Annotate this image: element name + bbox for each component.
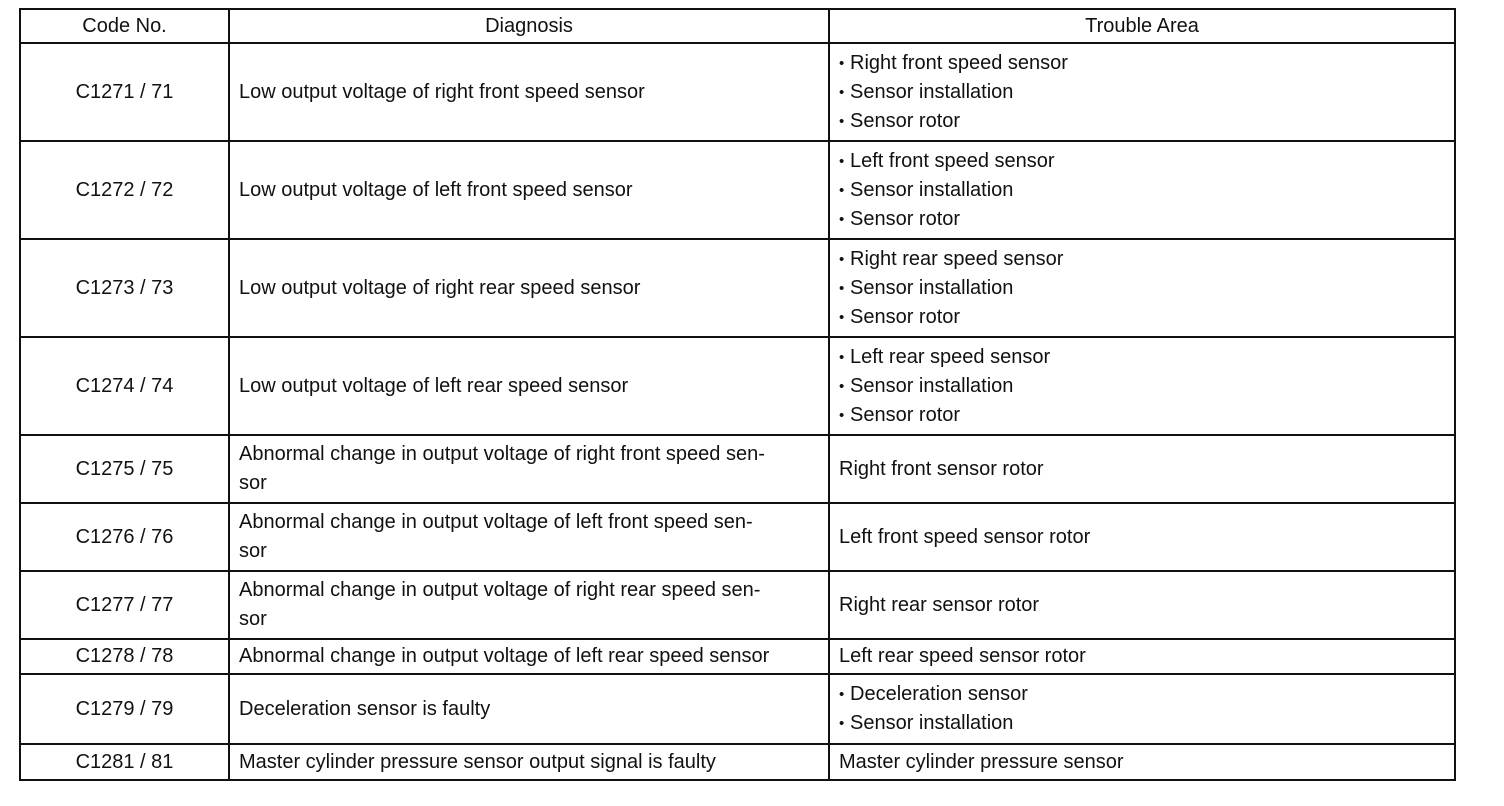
trouble-area-cell: Right front sensor rotor [829, 435, 1455, 503]
trouble-area-cell [829, 674, 1455, 744]
code-cell: C1273 / 73 [20, 239, 229, 337]
table-body [20, 43, 1455, 780]
code-cell: C1279 / 79 [20, 674, 229, 744]
trouble-area-list [839, 343, 1445, 430]
code-cell: C1277 / 77 [20, 571, 229, 639]
trouble-area-item: • Right front speed sensor [839, 49, 1445, 78]
trouble-area-item: • Sensor installation [839, 78, 1445, 107]
diagnosis-cell: Low output voltage of left rear speed sensor [229, 337, 829, 435]
code-cell: C1271 / 71 [20, 43, 229, 141]
trouble-area-item: • Sensor rotor [839, 107, 1445, 136]
header-diagnosis: Diagnosis [229, 9, 829, 43]
table-row [20, 239, 1455, 337]
trouble-area-cell: Right rear sensor rotor [829, 571, 1455, 639]
trouble-area-item: • Left front speed sensor [839, 147, 1445, 176]
table-header [20, 9, 1455, 43]
trouble-area-item: • Sensor rotor [839, 401, 1445, 430]
diagnosis-cell: Low output voltage of left front speed sensor [229, 141, 829, 239]
table-row [20, 141, 1455, 239]
table-row [20, 744, 1455, 780]
trouble-area-item: • Sensor installation [839, 176, 1445, 205]
trouble-area-item: • Sensor rotor [839, 303, 1445, 332]
table-row [20, 435, 1455, 503]
table-row [20, 337, 1455, 435]
table-row [20, 43, 1455, 141]
header-trouble-area: Trouble Area [829, 9, 1455, 43]
diagnosis-cell: Low output voltage of right rear speed sensor [229, 239, 829, 337]
trouble-area-item: • Left rear speed sensor [839, 343, 1445, 372]
table-row [20, 674, 1455, 744]
diagnosis-cell: Abnormal change in output voltage of right front speed sen- sor [229, 435, 829, 503]
diagnosis-cell: Master cylinder pressure sensor output signal is faulty [229, 744, 829, 780]
trouble-area-item: • Deceleration sensor [839, 680, 1445, 709]
trouble-area-cell: Left front speed sensor rotor [829, 503, 1455, 571]
trouble-area-item: • Sensor installation [839, 372, 1445, 401]
trouble-area-cell: Master cylinder pressure sensor [829, 744, 1455, 780]
diagnosis-cell: Abnormal change in output voltage of left rear speed sensor [229, 639, 829, 674]
trouble-area-cell [829, 43, 1455, 141]
trouble-area-cell: Left rear speed sensor rotor [829, 639, 1455, 674]
diagnosis-cell: Abnormal change in output voltage of left front speed sen- sor [229, 503, 829, 571]
trouble-area-cell [829, 337, 1455, 435]
diagnosis-cell: Abnormal change in output voltage of right rear speed sen- sor [229, 571, 829, 639]
trouble-area-list [839, 147, 1445, 234]
trouble-area-cell [829, 239, 1455, 337]
code-cell: C1276 / 76 [20, 503, 229, 571]
code-cell: C1275 / 75 [20, 435, 229, 503]
code-cell: C1272 / 72 [20, 141, 229, 239]
table-row [20, 571, 1455, 639]
trouble-area-list [839, 49, 1445, 136]
trouble-area-item: • Sensor installation [839, 709, 1445, 738]
table-row [20, 639, 1455, 674]
trouble-area-item: • Sensor rotor [839, 205, 1445, 234]
header-code: Code No. [20, 9, 229, 43]
diagnosis-cell: Low output voltage of right front speed sensor [229, 43, 829, 141]
table-row [20, 503, 1455, 571]
trouble-area-cell [829, 141, 1455, 239]
trouble-area-item: • Sensor installation [839, 274, 1445, 303]
trouble-area-list [839, 680, 1445, 738]
trouble-area-list [839, 245, 1445, 332]
dtc-table [19, 8, 1456, 781]
diagnosis-cell: Deceleration sensor is faulty [229, 674, 829, 744]
code-cell: C1274 / 74 [20, 337, 229, 435]
header-row [20, 9, 1455, 43]
code-cell: C1281 / 81 [20, 744, 229, 780]
code-cell: C1278 / 78 [20, 639, 229, 674]
trouble-area-item: • Right rear speed sensor [839, 245, 1445, 274]
